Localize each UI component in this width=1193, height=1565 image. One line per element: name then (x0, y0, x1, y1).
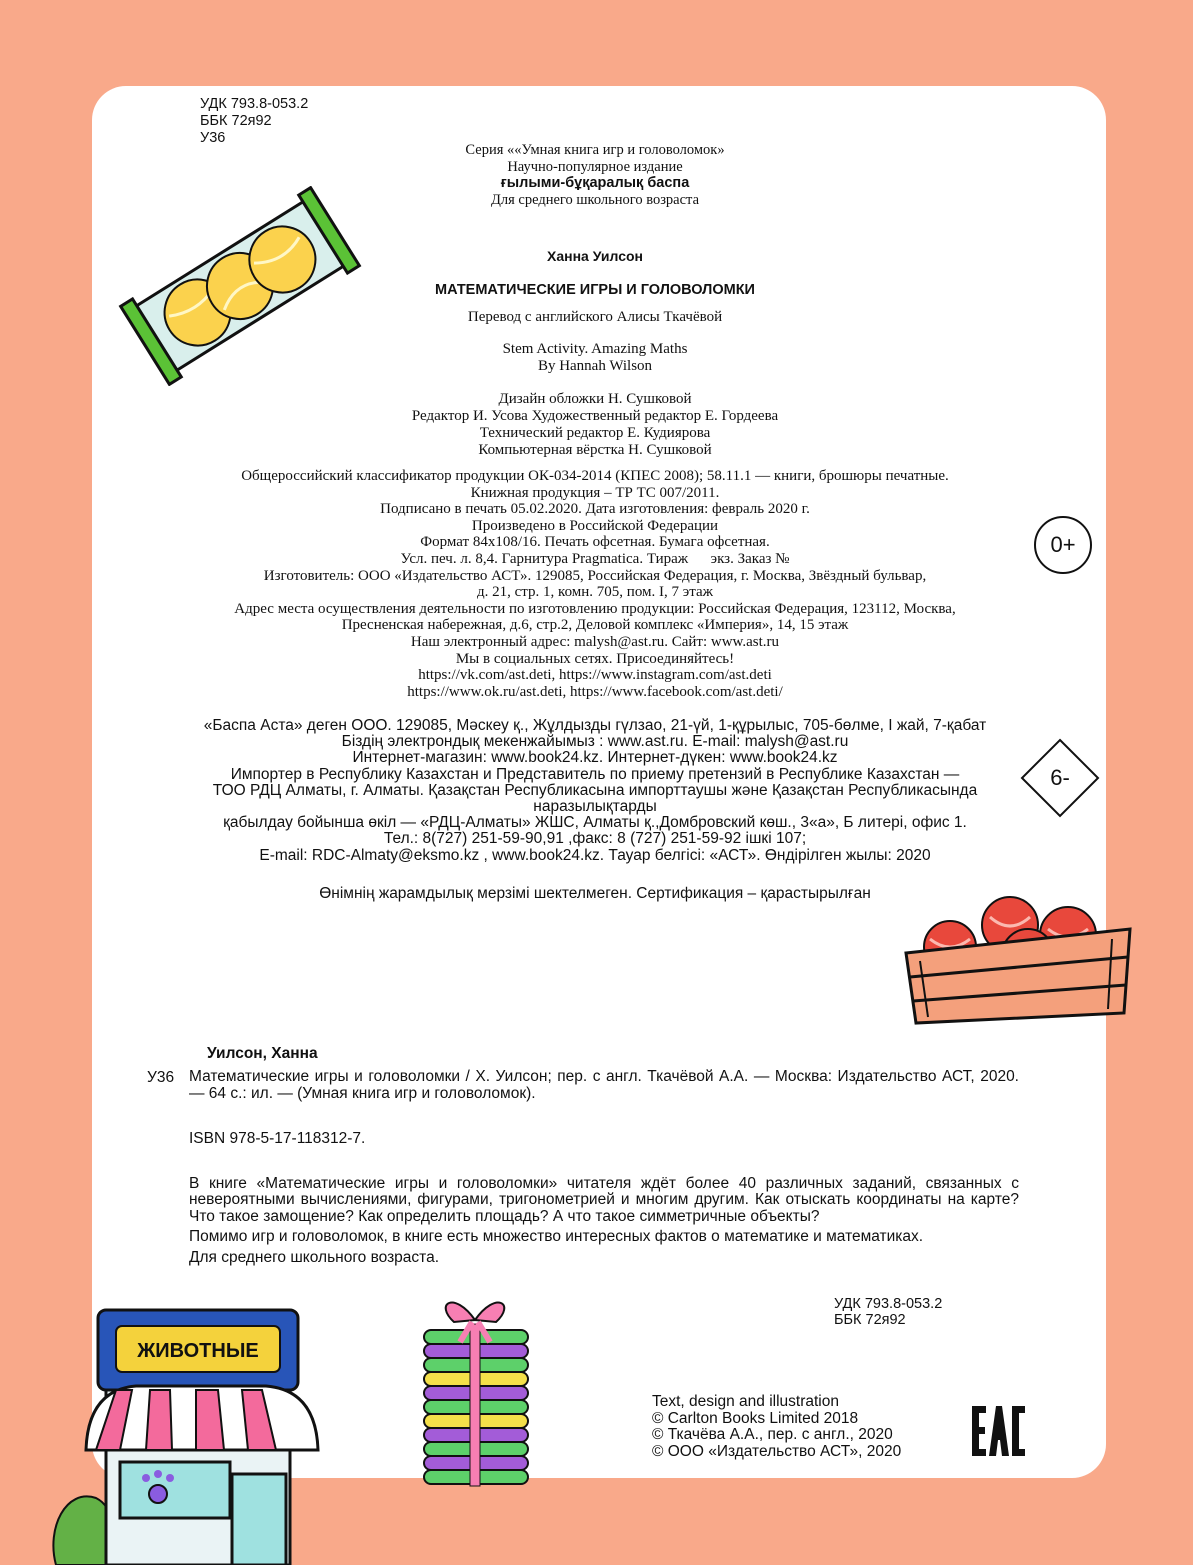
imprint-line: Подписано в печать 05.02.2020. Дата изготовления: февраль 2020 г. (380, 501, 810, 518)
kz-line: «Баспа Аста» деген ООО. 129085, Мәскеу қ., Жұлдызды гүлзао, 21-үй, 1-құрылыс, 705-бөлме, I жай, 7-қабат (203, 717, 987, 734)
edition-type-ru: Научно-популярное издание (507, 158, 683, 175)
translation-credit: Перевод с английского Алисы Ткачёвой (467, 309, 723, 325)
biblio-author: Уилсон, Ханна (207, 1045, 318, 1062)
annotation-paragraph: Для среднего школьного возраста. (189, 1248, 440, 1266)
header-codes (200, 96, 308, 147)
credit-line: Технический редактор Е. Кудиярова (479, 425, 711, 441)
udk-code: УДК 793.8-053.2 (834, 1296, 943, 1312)
book-title: МАТЕМАТИЧЕСКИЕ ИГРЫ И ГОЛОВОЛОМКИ (435, 282, 755, 298)
imprint-line: Адрес места осуществления деятельности по изготовлению продукции: Российская Федерация, 123112, Москва, (234, 600, 956, 617)
pet-shop-icon (36, 1298, 336, 1565)
copyright-line: Text, design and illustration (652, 1393, 839, 1410)
eac-mark-icon (968, 1402, 1028, 1460)
copyright-line: © ООО «Издательство АСТ», 2020 (652, 1442, 902, 1460)
imprint-line: д. 21, стр. 1, комн. 705, пом. I, 7 этаж (477, 584, 713, 601)
footer-codes (834, 1296, 942, 1328)
author-mark: У36 (200, 130, 226, 146)
shop-sign-text: ЖИВОТНЫЕ (137, 1340, 259, 1362)
imprint-line: Мы в социальных сетях. Присоединяйтесь! (455, 650, 735, 667)
series-name: Серия ««Умная книга игр и головоломок» (465, 142, 725, 158)
biblio-description: Математические игры и головоломки / Х. Уилсон; пер. с англ. Ткачёвой А.А. — Москва: Издательство АСТ, 2020. — 64 с.: ил. — (Умная книга игр и головоломок). (189, 1068, 1019, 1102)
copyright-block (652, 1394, 901, 1460)
age-rating-circle: 0+ (1034, 516, 1092, 574)
audience: Для среднего школьного возраста (490, 191, 700, 208)
tennis-ball-tube-icon (118, 186, 363, 386)
kazakhstan-block (140, 718, 1050, 864)
copyright-line: © Ткачёва А.А., пер. с англ., 2020 (652, 1426, 893, 1444)
kz-line: қабылдау бойынша өкіл — «РДЦ-Алматы» ЖШС, Алматы қ.,Домбровский көш., 3«а», Б литері, офис 1. (223, 814, 967, 832)
gift-coin-stack-icon (414, 1284, 544, 1494)
kz-line: Интернет-магазин: www.book24.kz. Интернет-дүкен: www.book24.kz (352, 749, 838, 767)
age-rating-diamond (1020, 738, 1100, 818)
imprint-line: https://vk.com/ast.deti, https://www.instagram.com/ast.deti (418, 667, 772, 684)
kz-line: Біздің электрондық мекенжайымыз : www.ast.ru. E-mail: malysh@ast.ru (341, 733, 849, 751)
kz-line: E-mail: RDC-Almaty@eksmo.kz , www.book24.kz. Тауар белгісі: «АСТ». Өндірілген жылы: 2020 (259, 846, 931, 864)
kz-line: наразылықтарды (533, 798, 657, 816)
kz-line: Тел.: 8(727) 251-59-90,91 ,факс: 8 (727) 251-59-92 ішкі 107; (383, 830, 807, 848)
page-sheet-tab (100, 86, 190, 146)
annotation-paragraph: Помимо игр и головоломок, в книге есть множество интересных фактов о математике и математиках. (189, 1228, 924, 1246)
age-rating-diamond-label: 6- (1050, 765, 1070, 790)
annotation (189, 1176, 1019, 1270)
imprint-line: Произведено в Российской Федерации (471, 517, 719, 534)
credit-line: Дизайн обложки Н. Сушковой (498, 391, 692, 407)
original-title-line: Stem Activity. Amazing Maths (502, 341, 688, 357)
imprint-line: Усл. печ. л. 8,4. Гарнитура Pragmatica. Тираж экз. Заказ № (400, 550, 790, 567)
imprint-line: Пресненская набережная, д.6, стр.2, Деловой комплекс «Империя», 14, 15 этаж (341, 617, 849, 634)
copyright-line: © Carlton Books Limited 2018 (652, 1409, 859, 1427)
edition-type-kz: ғылыми-бұқаралық баспа (500, 175, 690, 191)
imprint-line: https://www.ok.ru/ast.deti, https://www.facebook.com/ast.deti/ (407, 683, 783, 700)
validity-note: Өнімнің жарамдылық мерзімі шектелмеген. Сертификация – қарастырылған (319, 885, 871, 902)
kz-line: Импортер в Республику Казахстан и Представитель по приему претензий в Республике Казахстан — (230, 765, 960, 783)
bbk-code: ББК 72я92 (200, 113, 272, 129)
book-author: Ханна Уилсон (547, 248, 643, 264)
credits-block (140, 391, 1050, 459)
udk-code: УДК 793.8-053.2 (200, 96, 309, 112)
isbn: ISBN 978-5-17-118312-7. (189, 1130, 366, 1147)
imprint-line: Изготовитель: ООО «Издательство АСТ». 129085, Российская Федерация, г. Москва, Звёздный бульвар, (263, 567, 927, 584)
ball-crate-icon (900, 895, 1135, 1045)
bbk-code: ББК 72я92 (834, 1312, 906, 1328)
original-author-line: By Hannah Wilson (537, 358, 653, 374)
imprint-line: Формат 84x108/16. Печать офсетная. Бумага офсетная. (420, 534, 770, 551)
plant-icon (53, 1496, 113, 1565)
imprint-block (140, 468, 1050, 700)
biblio-code: У36 (147, 1069, 175, 1086)
annotation-paragraph: В книге «Математические игры и головоломки» читателя ждёт более 40 различных заданий, связанных с невероятными вычислениями, фигурами, тригонометрией и многим другим. Как отыскать координаты на карте? Что такое замощение? Как определить площадь? А что такое симметричные объекты? (189, 1175, 1019, 1225)
imprint-line: Наш электронный адрес: malysh@ast.ru. Сайт: www.ast.ru (410, 633, 780, 650)
kz-line: ТОО РДЦ Алматы, г. Алматы. Қазақстан Республикасына импорттаушы және Қазақстан Республикасында (212, 781, 978, 799)
imprint-line: Книжная продукция – ТР ТС 007/2011. (470, 484, 720, 501)
imprint-line: Общероссийский классификатор продукции ОК-034-2014 (КПЕС 2008); 58.11.1 — книги, брошюры печатные. (241, 468, 949, 484)
credit-line: Компьютерная вёрстка Н. Сушковой (478, 442, 712, 458)
credit-line: Редактор И. Усова Художественный редактор Е. Гордеева (411, 408, 779, 424)
